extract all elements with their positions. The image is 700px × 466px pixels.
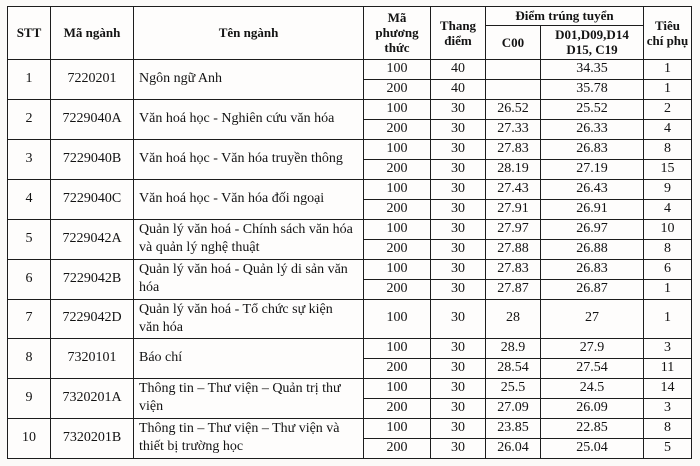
dgroup-score-cell: 27.54 bbox=[541, 358, 644, 378]
scale-cell: 30 bbox=[431, 418, 486, 438]
c00-score-cell: 28.9 bbox=[486, 338, 541, 358]
c00-score-cell: 27.97 bbox=[486, 219, 541, 239]
admission-scores-table bbox=[7, 6, 692, 459]
dgroup-score-cell: 27 bbox=[541, 299, 644, 338]
stt-cell: 10 bbox=[8, 418, 51, 458]
dgroup-score-cell: 34.35 bbox=[541, 59, 644, 79]
tiebreak-cell: 9 bbox=[644, 179, 692, 199]
method-cell: 100 bbox=[364, 59, 431, 79]
method-cell: 100 bbox=[364, 219, 431, 239]
scale-cell: 30 bbox=[431, 199, 486, 219]
scale-cell: 30 bbox=[431, 358, 486, 378]
tiebreak-cell: 1 bbox=[644, 279, 692, 299]
dgroup-score-cell: 25.52 bbox=[541, 99, 644, 119]
major-code-cell: 7229042D bbox=[51, 299, 134, 338]
stt-cell: 1 bbox=[8, 59, 51, 99]
major-name-cell: Văn hoá học - Nghiên cứu văn hóa bbox=[134, 99, 364, 139]
stt-cell: 5 bbox=[8, 219, 51, 259]
dgroup-score-cell: 26.91 bbox=[541, 199, 644, 219]
table-header-row-1 bbox=[8, 7, 692, 26]
stt-cell: 3 bbox=[8, 139, 51, 179]
c00-score-cell: 27.88 bbox=[486, 239, 541, 259]
scale-cell: 30 bbox=[431, 99, 486, 119]
scale-cell: 30 bbox=[431, 378, 486, 398]
dgroup-score-cell: 25.04 bbox=[541, 438, 644, 458]
tiebreak-cell: 10 bbox=[644, 219, 692, 239]
tiebreak-cell: 4 bbox=[644, 199, 692, 219]
major-code-cell: 7229040B bbox=[51, 139, 134, 179]
header-score-scale: Thang điểm bbox=[431, 7, 486, 60]
scale-cell: 30 bbox=[431, 299, 486, 338]
tiebreak-cell: 11 bbox=[644, 358, 692, 378]
major-name-cell: Quản lý văn hoá - Chính sách văn hóa và quản lý nghệ thuật bbox=[134, 219, 364, 259]
major-code-cell: 7220201 bbox=[51, 59, 134, 99]
method-cell: 100 bbox=[364, 99, 431, 119]
table-row bbox=[8, 378, 692, 398]
table-row bbox=[8, 418, 692, 438]
major-name-cell: Văn hoá học - Văn hóa đối ngoại bbox=[134, 179, 364, 219]
stt-cell: 8 bbox=[8, 338, 51, 378]
scale-cell: 30 bbox=[431, 259, 486, 279]
dgroup-score-cell: 26.33 bbox=[541, 119, 644, 139]
method-cell: 200 bbox=[364, 279, 431, 299]
method-cell: 100 bbox=[364, 259, 431, 279]
major-code-cell: 7320201A bbox=[51, 378, 134, 418]
tiebreak-cell: 14 bbox=[644, 378, 692, 398]
c00-score-cell: 27.83 bbox=[486, 259, 541, 279]
scale-cell: 30 bbox=[431, 279, 486, 299]
table-row bbox=[8, 99, 692, 119]
scale-cell: 30 bbox=[431, 338, 486, 358]
method-cell: 200 bbox=[364, 79, 431, 99]
major-name-cell: Quản lý văn hoá - Quản lý di sản văn hóa bbox=[134, 259, 364, 299]
scale-cell: 30 bbox=[431, 179, 486, 199]
c00-score-cell: 28.19 bbox=[486, 159, 541, 179]
tiebreak-cell: 15 bbox=[644, 159, 692, 179]
major-name-cell: Báo chí bbox=[134, 338, 364, 378]
tiebreak-cell: 8 bbox=[644, 239, 692, 259]
method-cell: 100 bbox=[364, 378, 431, 398]
tiebreak-cell: 3 bbox=[644, 338, 692, 358]
dgroup-score-cell: 35.78 bbox=[541, 79, 644, 99]
dgroup-score-cell: 26.09 bbox=[541, 398, 644, 418]
dgroup-score-cell: 26.83 bbox=[541, 259, 644, 279]
c00-score-cell: 26.04 bbox=[486, 438, 541, 458]
method-cell: 100 bbox=[364, 418, 431, 438]
c00-score-cell: 27.83 bbox=[486, 139, 541, 159]
scale-cell: 40 bbox=[431, 59, 486, 79]
dgroup-score-cell: 26.43 bbox=[541, 179, 644, 199]
header-c00: C00 bbox=[486, 26, 541, 60]
tiebreak-cell: 1 bbox=[644, 59, 692, 79]
tiebreak-cell: 8 bbox=[644, 139, 692, 159]
method-cell: 200 bbox=[364, 398, 431, 418]
method-cell: 100 bbox=[364, 299, 431, 338]
c00-score-cell: 26.52 bbox=[486, 99, 541, 119]
method-cell: 200 bbox=[364, 159, 431, 179]
table-row bbox=[8, 139, 692, 159]
scale-cell: 30 bbox=[431, 139, 486, 159]
header-method-code: Mã phương thức bbox=[364, 7, 431, 60]
c00-score-cell: 27.09 bbox=[486, 398, 541, 418]
header-major-code: Mã ngành bbox=[51, 7, 134, 60]
major-code-cell: 7229040C bbox=[51, 179, 134, 219]
scale-cell: 30 bbox=[431, 398, 486, 418]
table-row bbox=[8, 219, 692, 239]
stt-cell: 4 bbox=[8, 179, 51, 219]
dgroup-score-cell: 22.85 bbox=[541, 418, 644, 438]
stt-cell: 7 bbox=[8, 299, 51, 338]
major-code-cell: 7229040A bbox=[51, 99, 134, 139]
major-name-cell: Thông tin – Thư viện – Quản trị thư viện bbox=[134, 378, 364, 418]
major-name-cell: Thông tin – Thư viện – Thư viện và thiết bị trường học bbox=[134, 418, 364, 458]
major-name-cell: Ngôn ngữ Anh bbox=[134, 59, 364, 99]
method-cell: 200 bbox=[364, 239, 431, 259]
scale-cell: 30 bbox=[431, 119, 486, 139]
tiebreak-cell: 1 bbox=[644, 299, 692, 338]
method-cell: 100 bbox=[364, 139, 431, 159]
stt-cell: 2 bbox=[8, 99, 51, 139]
dgroup-score-cell: 27.9 bbox=[541, 338, 644, 358]
dgroup-score-cell: 27.19 bbox=[541, 159, 644, 179]
scale-cell: 30 bbox=[431, 438, 486, 458]
scale-cell: 40 bbox=[431, 79, 486, 99]
table-row bbox=[8, 179, 692, 199]
c00-score-cell: 25.5 bbox=[486, 378, 541, 398]
dgroup-score-cell: 26.97 bbox=[541, 219, 644, 239]
c00-score-cell: 27.87 bbox=[486, 279, 541, 299]
scale-cell: 30 bbox=[431, 239, 486, 259]
method-cell: 200 bbox=[364, 438, 431, 458]
tiebreak-cell: 3 bbox=[644, 398, 692, 418]
major-code-cell: 7320101 bbox=[51, 338, 134, 378]
tiebreak-cell: 4 bbox=[644, 119, 692, 139]
c00-score-cell bbox=[486, 79, 541, 99]
c00-score-cell: 28.54 bbox=[486, 358, 541, 378]
header-admission-score: Điểm trúng tuyển bbox=[486, 7, 644, 26]
dgroup-score-cell: 26.83 bbox=[541, 139, 644, 159]
method-cell: 200 bbox=[364, 199, 431, 219]
header-major-name: Tên ngành bbox=[134, 7, 364, 60]
table-row bbox=[8, 299, 692, 338]
scale-cell: 30 bbox=[431, 159, 486, 179]
scale-cell: 30 bbox=[431, 219, 486, 239]
c00-score-cell bbox=[486, 59, 541, 79]
c00-score-cell: 27.33 bbox=[486, 119, 541, 139]
major-code-cell: 7229042B bbox=[51, 259, 134, 299]
tiebreak-cell: 1 bbox=[644, 79, 692, 99]
tiebreak-cell: 6 bbox=[644, 259, 692, 279]
c00-score-cell: 27.91 bbox=[486, 199, 541, 219]
major-name-cell: Văn hoá học - Văn hóa truyền thông bbox=[134, 139, 364, 179]
method-cell: 200 bbox=[364, 358, 431, 378]
method-cell: 100 bbox=[364, 179, 431, 199]
tiebreak-cell: 2 bbox=[644, 99, 692, 119]
stt-cell: 6 bbox=[8, 259, 51, 299]
dgroup-score-cell: 26.87 bbox=[541, 279, 644, 299]
table-row bbox=[8, 338, 692, 358]
header-d-group: D01,D09,D14 D15, C19 bbox=[541, 26, 644, 60]
major-name-cell: Quản lý văn hoá - Tổ chức sự kiện văn hóa bbox=[134, 299, 364, 338]
dgroup-score-cell: 24.5 bbox=[541, 378, 644, 398]
method-cell: 200 bbox=[364, 119, 431, 139]
major-code-cell: 7320201B bbox=[51, 418, 134, 458]
stt-cell: 9 bbox=[8, 378, 51, 418]
header-tiebreaker: Tiêu chí phụ bbox=[644, 7, 692, 60]
tiebreak-cell: 8 bbox=[644, 418, 692, 438]
table-row bbox=[8, 59, 692, 79]
c00-score-cell: 23.85 bbox=[486, 418, 541, 438]
c00-score-cell: 28 bbox=[486, 299, 541, 338]
table-row bbox=[8, 259, 692, 279]
dgroup-score-cell: 26.88 bbox=[541, 239, 644, 259]
major-code-cell: 7229042A bbox=[51, 219, 134, 259]
c00-score-cell: 27.43 bbox=[486, 179, 541, 199]
tiebreak-cell: 5 bbox=[644, 438, 692, 458]
method-cell: 100 bbox=[364, 338, 431, 358]
header-stt: STT bbox=[8, 7, 51, 60]
